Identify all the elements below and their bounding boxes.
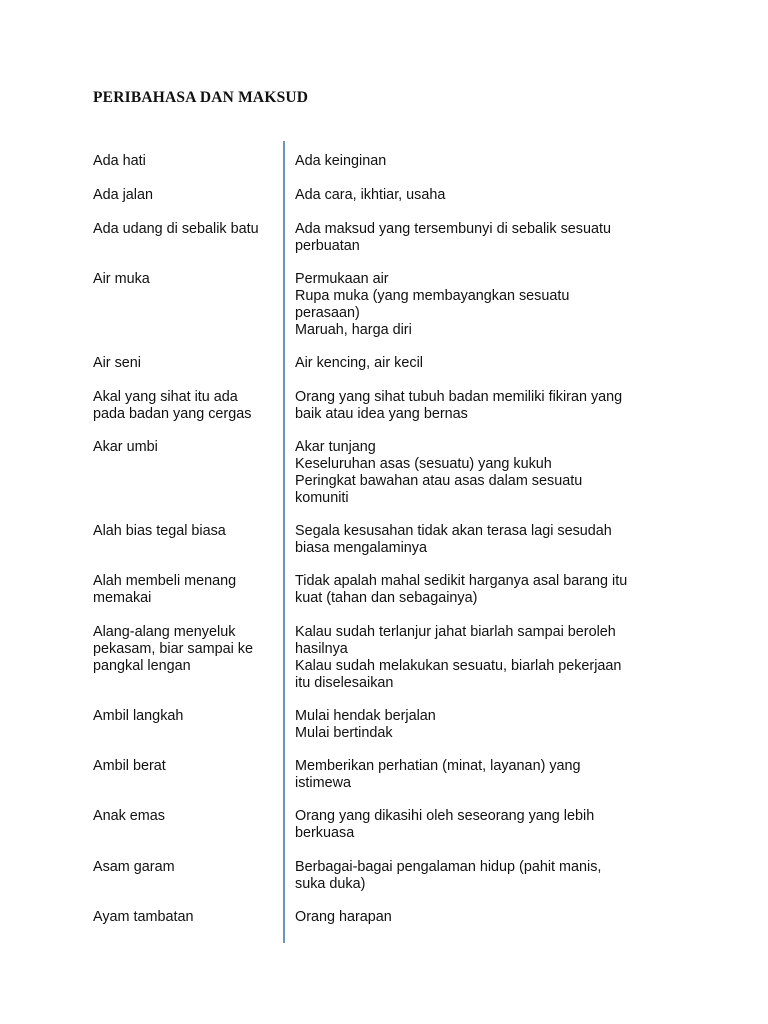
meaning-text [295, 389, 665, 423]
proverb-text [93, 523, 278, 540]
meaning-line: Orang yang dikasihi oleh seseorang yang lebih [295, 808, 595, 824]
proverb-text [93, 708, 278, 725]
meaning-line: Memberikan perhatian (minat, layanan) yang [295, 758, 581, 774]
meaning-line: hasilnya [295, 641, 348, 657]
meaning-text [295, 221, 665, 255]
meaning-line: Rupa muka (yang membayangkan sesuatu [295, 288, 570, 304]
proverb-text [93, 758, 278, 775]
meaning-line: Mulai hendak berjalan [295, 708, 436, 724]
proverb-line: Ada udang di sebalik batu [93, 221, 259, 237]
meaning-text [295, 153, 665, 170]
meaning-line: Maruah, harga diri [295, 322, 412, 338]
meaning-line: Keseluruhan asas (sesuatu) yang kukuh [295, 456, 552, 472]
proverb-text [93, 859, 278, 876]
meaning-line: baik atau idea yang bernas [295, 406, 468, 422]
column-divider [283, 141, 285, 943]
meaning-text [295, 271, 665, 339]
proverb-text [93, 573, 278, 607]
meaning-line: Orang yang sihat tubuh badan memiliki fikiran yang [295, 389, 623, 405]
proverb-text [93, 909, 278, 926]
proverb-line: pekasam, biar sampai ke [93, 641, 253, 657]
meaning-text [295, 187, 665, 204]
proverb-line: Ayam tambatan [93, 909, 194, 925]
proverb-text [93, 624, 278, 675]
meaning-line: Kalau sudah terlanjur jahat biarlah sampai beroleh [295, 624, 616, 640]
meaning-line: berkuasa [295, 825, 355, 841]
page-title: PERIBAHASA DAN MAKSUD [93, 89, 309, 106]
meaning-text [295, 573, 665, 607]
meaning-line: Ada maksud yang tersembunyi di sebalik sesuatu [295, 221, 611, 237]
proverb-line: Air muka [93, 271, 150, 287]
proverb-line: memakai [93, 590, 152, 606]
proverb-line: Ambil langkah [93, 708, 184, 724]
proverb-line: Ada hati [93, 153, 146, 169]
meaning-text [295, 624, 665, 692]
meaning-line: Berbagai-bagai pengalaman hidup (pahit manis, [295, 859, 602, 875]
proverb-line: Alah membeli menang [93, 573, 237, 589]
meaning-line: Orang harapan [295, 909, 392, 925]
proverb-text [93, 389, 278, 423]
proverb-line: Anak emas [93, 808, 165, 824]
meaning-line: Ada cara, ikhtiar, usaha [295, 187, 446, 203]
proverb-line: Asam garam [93, 859, 175, 875]
meaning-line: Permukaan air [295, 271, 389, 287]
proverb-line: pangkal lengan [93, 658, 191, 674]
meaning-text [295, 708, 665, 742]
meaning-line: Air kencing, air kecil [295, 355, 423, 371]
meaning-line: suka duka) [295, 876, 366, 892]
meaning-line: istimewa [295, 775, 351, 791]
meaning-line: kuat (tahan dan sebagainya) [295, 590, 478, 606]
meaning-text [295, 758, 665, 792]
meaning-text [295, 808, 665, 842]
proverb-text [93, 271, 278, 288]
meaning-line: komuniti [295, 490, 349, 506]
proverb-text [93, 355, 278, 372]
meaning-text [295, 523, 665, 557]
meaning-line: Kalau sudah melakukan sesuatu, biarlah pekerjaan [295, 658, 622, 674]
proverb-line: Ada jalan [93, 187, 154, 203]
meaning-line: biasa mengalaminya [295, 540, 427, 556]
meaning-line: Segala kesusahan tidak akan terasa lagi sesudah [295, 523, 612, 539]
meaning-line: itu diselesaikan [295, 675, 394, 691]
proverb-line: pada badan yang cergas [93, 406, 252, 422]
meaning-text [295, 909, 665, 926]
meaning-line: Tidak apalah mahal sedikit harganya asal barang itu [295, 573, 628, 589]
meaning-line: perbuatan [295, 238, 360, 254]
meaning-line: Akar tunjang [295, 439, 376, 455]
meaning-text [295, 439, 665, 507]
meaning-text [295, 355, 665, 372]
proverb-text [93, 221, 278, 238]
proverb-line: Alang-alang menyeluk [93, 624, 236, 640]
meaning-line: Peringkat bawahan atau asas dalam sesuatu [295, 473, 583, 489]
proverb-line: Ambil berat [93, 758, 166, 774]
proverb-text [93, 439, 278, 456]
proverb-text [93, 153, 278, 170]
meaning-line: Ada keinginan [295, 153, 387, 169]
meaning-text [295, 859, 665, 893]
proverb-line: Akar umbi [93, 439, 158, 455]
proverb-line: Alah bias tegal biasa [93, 523, 226, 539]
meaning-line: perasaan) [295, 305, 360, 321]
proverb-text [93, 187, 278, 204]
proverb-line: Akal yang sihat itu ada [93, 389, 238, 405]
proverb-line: Air seni [93, 355, 141, 371]
proverb-text [93, 808, 278, 825]
meaning-line: Mulai bertindak [295, 725, 393, 741]
